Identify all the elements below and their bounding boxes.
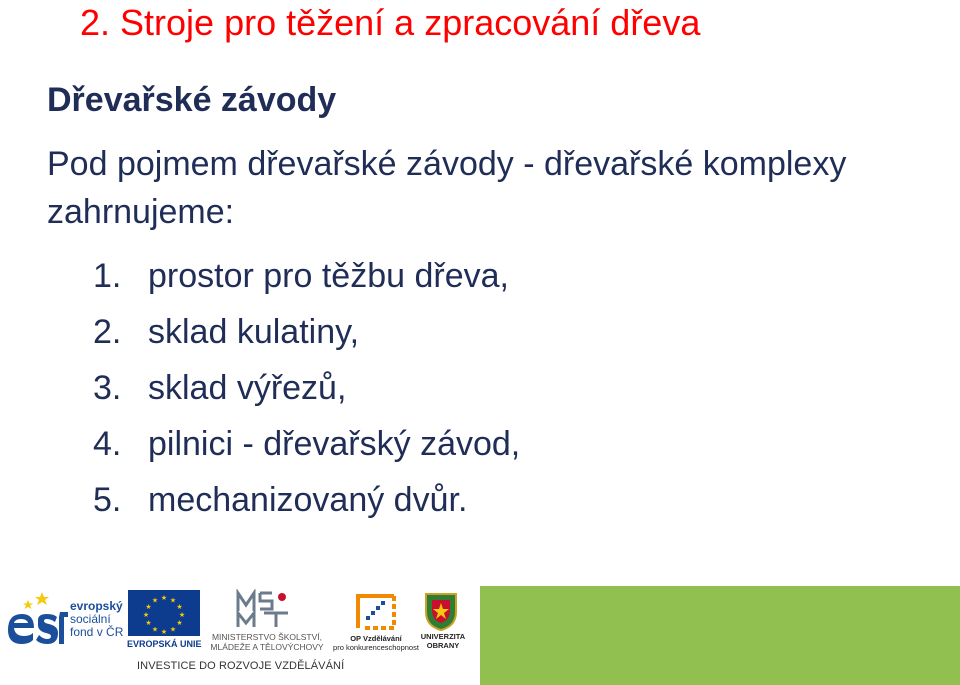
intro-paragraph: Pod pojmem dřevařské závody - dřevařské komplexy zahrnujeme: bbox=[47, 145, 847, 231]
svg-text:★: ★ bbox=[160, 628, 168, 636]
msmt-line-1: MINISTERSTVO ŠKOLSTVÍ, bbox=[211, 632, 323, 642]
list-number: 4. bbox=[93, 425, 122, 463]
list-number: 5. bbox=[93, 481, 122, 519]
list-text: prostor pro těžbu dřeva, bbox=[148, 257, 509, 295]
eu-flag-icon bbox=[128, 590, 200, 636]
svg-text:★: ★ bbox=[176, 603, 183, 611]
svg-text:★: ★ bbox=[151, 625, 159, 634]
svg-text:★: ★ bbox=[145, 619, 152, 627]
numbered-list bbox=[93, 248, 520, 528]
list-number: 2. bbox=[93, 313, 122, 351]
eu-label: EVROPSKÁ UNIE bbox=[127, 639, 202, 649]
university-label bbox=[418, 632, 468, 650]
op-vk-logo-icon bbox=[352, 590, 400, 632]
list-text: sklad kulatiny, bbox=[148, 313, 360, 351]
section-heading: Dřevařské závody bbox=[47, 81, 337, 119]
list-text: pilnici - dřevařský závod, bbox=[148, 425, 521, 463]
investment-slogan: INVESTICE DO ROZVOJE VZDĚLÁVÁNÍ bbox=[137, 660, 345, 672]
msmt-label bbox=[206, 632, 328, 652]
list-text: mechanizovaný dvůr. bbox=[148, 481, 468, 519]
op-vk-label bbox=[333, 634, 419, 652]
slide-title: 2. Stroje pro těžení a zpracování dřeva bbox=[80, 2, 701, 43]
list-item bbox=[93, 304, 520, 360]
op-line-2: pro konkurenceschopnost bbox=[333, 643, 419, 652]
esf-logo-icon bbox=[2, 590, 68, 652]
list-item bbox=[93, 248, 520, 304]
list-number: 1. bbox=[93, 257, 122, 295]
svg-text:★: ★ bbox=[151, 596, 159, 605]
svg-text:★: ★ bbox=[160, 594, 168, 602]
univ-line-1: UNIVERZITA bbox=[420, 632, 466, 641]
esf-line-2: sociální bbox=[70, 612, 111, 626]
svg-text:★: ★ bbox=[145, 603, 152, 611]
msmt-logo-icon bbox=[236, 589, 292, 629]
svg-text:★: ★ bbox=[142, 611, 150, 619]
list-item bbox=[93, 472, 520, 528]
list-item bbox=[93, 416, 520, 472]
univ-line-2: OBRANY bbox=[426, 641, 460, 650]
op-line-1: OP Vzdělávání bbox=[350, 634, 402, 643]
esf-line-3: fond v ČR bbox=[70, 625, 124, 639]
list-item bbox=[93, 360, 520, 416]
university-crest-icon bbox=[420, 590, 462, 632]
list-number: 3. bbox=[93, 369, 122, 407]
msmt-line-2: MLÁDEŽE A TĚLOVÝCHOVY bbox=[210, 642, 324, 652]
svg-text:★: ★ bbox=[176, 619, 183, 627]
esf-line-1: evropský bbox=[70, 599, 123, 613]
svg-text:★: ★ bbox=[169, 596, 177, 605]
list-text: sklad výřezů, bbox=[148, 369, 347, 407]
esf-logo-text bbox=[70, 600, 123, 639]
svg-text:★: ★ bbox=[169, 625, 177, 634]
svg-text:★: ★ bbox=[178, 611, 186, 619]
footer-green-panel bbox=[480, 586, 960, 685]
footer-logo-bar bbox=[0, 586, 960, 685]
